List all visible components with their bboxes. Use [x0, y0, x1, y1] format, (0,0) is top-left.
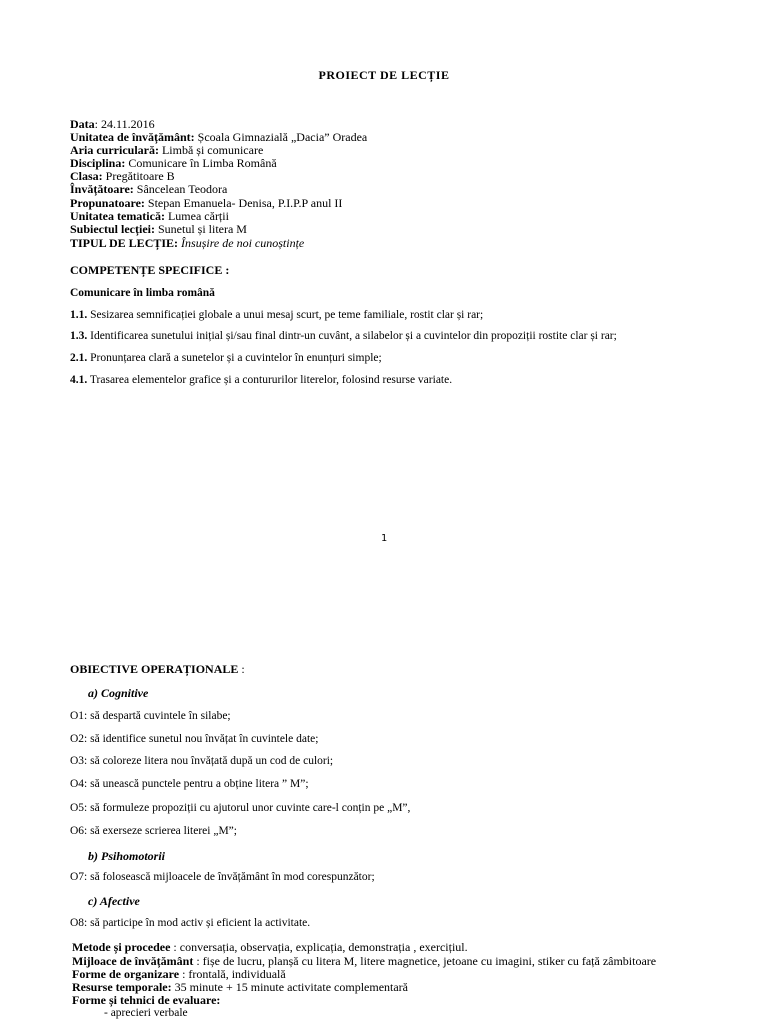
info-school: Unitatea de învățământ: Școala Gimnazială „Dacia” Oradea — [70, 130, 368, 144]
time-resources-line: Resurse temporale: 35 minute + 15 minute activitate complementară — [72, 980, 409, 994]
info-class: Clasa: Pregătitoare B — [70, 169, 175, 183]
info-discipline: Disciplina: Comunicare în Limba Română — [70, 156, 277, 170]
cognitive-subheading: a) Cognitive — [88, 686, 149, 700]
page-title: PROIECT DE LECȚIE — [318, 68, 450, 82]
objective-item: O8: să participe în mod activ și eficient la activitate. — [70, 917, 311, 929]
obiective-heading: OBIECTIVE OPERAȚIONALE : — [70, 662, 245, 676]
methods-line: Metode și procedee : conversația, observația, explicația, demonstrația , exercițiul. — [72, 940, 468, 954]
evaluation-forms-line: Forme și tehnici de evaluare: — [72, 993, 221, 1007]
info-lesson-subject: Subiectul lecției: Sunetul și litera M — [70, 222, 247, 236]
objective-item: O6: să exerseze scrierea literei „M”; — [70, 825, 237, 837]
page-number: 1 — [381, 533, 388, 544]
info-curricular-area: Aria curriculară: Limbă și comunicare — [70, 143, 264, 157]
psychomotor-subheading: b) Psihomotorii — [88, 849, 166, 863]
competenta-item: 1.3. Identificarea sunetului inițial și/sau final dintr-un cuvânt, a silabelor și a cuvintelor din propoziții rostite clar și rar; — [70, 330, 617, 342]
organization-forms-line: Forme de organizare : frontală, individuală — [72, 967, 286, 981]
objective-item: O2: să identifice sunetul nou învățat în cuvintele date; — [70, 733, 319, 745]
competenta-item: 2.1. Pronunțarea clară a sunetelor și a cuvintelor în enunțuri simple; — [70, 352, 382, 364]
competente-heading: COMPETENȚE SPECIFICE : — [70, 263, 230, 277]
competente-subheading: Comunicare în limba română — [70, 287, 215, 299]
info-lesson-type: TIPUL DE LECȚIE: Însușire de noi cunoștințe — [70, 236, 305, 250]
competenta-item: 4.1. Trasarea elementelor grafice și a contururilor literelor, folosind resurse variate. — [70, 374, 453, 386]
objective-item: O3: să coloreze litera nou învățată după un cod de culori; — [70, 755, 334, 767]
info-date: Data: 24.11.2016 — [70, 117, 155, 131]
evaluation-item: - aprecieri verbale — [104, 1007, 188, 1019]
objective-item: O7: să folosească mijloacele de învățământ în mod corespunzător; — [70, 871, 375, 883]
objective-item: O1: să despartă cuvintele în silabe; — [70, 710, 231, 722]
teaching-means-line: Mijloace de învățământ : fișe de lucru, planșă cu litera M, litere magnetice, jetoane cu imagini, stiker cu față zâmbitoare — [72, 954, 657, 968]
info-teacher: Învățătoare: Sâncelean Teodora — [70, 182, 228, 196]
info-proposer: Propunatoare: Stepan Emanuela- Denisa, P.I.P.P anul II — [70, 196, 343, 210]
objective-item: O5: să formuleze propoziții cu ajutorul unor cuvinte care-l conțin pe „M”, — [70, 802, 411, 814]
objective-item: O4: să unească punctele pentru a obține litera ” M”; — [70, 778, 309, 790]
info-thematic-unit: Unitatea tematică: Lumea cărții — [70, 209, 229, 223]
competenta-item: 1.1. Sesizarea semnificației globale a unui mesaj scurt, pe teme familiale, rostit clar și rar; — [70, 309, 484, 321]
affective-subheading: c) Afective — [88, 894, 140, 908]
